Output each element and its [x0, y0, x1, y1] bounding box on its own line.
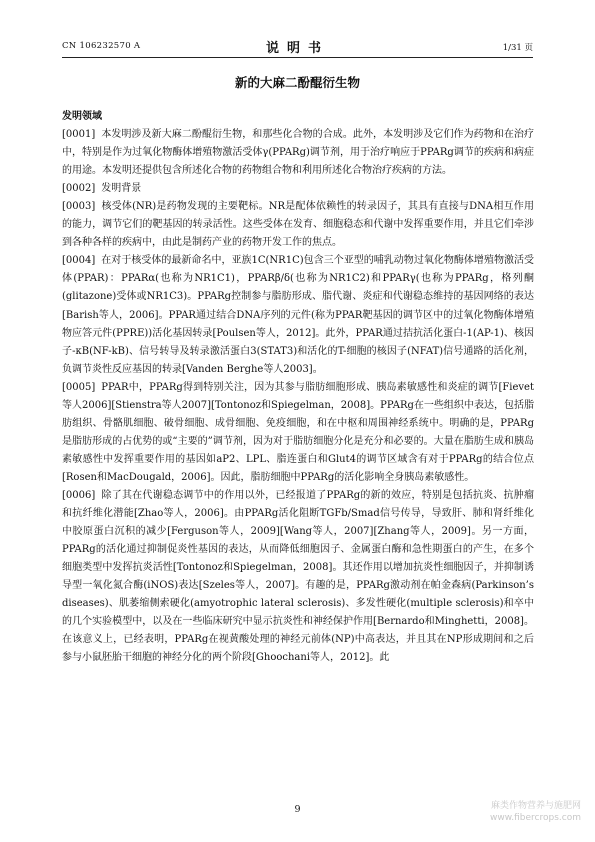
paragraph-number: [0001] — [62, 129, 96, 141]
paragraph-list — [62, 126, 534, 667]
header-title: 说明书 — [265, 41, 329, 56]
paragraph — [62, 487, 534, 667]
paragraph-text: PPAR中，PPARg得到特别关注，因为其参与脂肪细胞形成、胰岛素敏感性和炎症的调节[Fievet等人2006][Stienstra等人2007][Tontonoz和Spiegelman，2008]。PPARg在一些组织中表达，包括脂肪组织、骨骼肌细胞、破骨细胞、成骨细胞、免疫细胞，和在中枢和周围神经系统中。明确的是，PPARg是脂肪形成的占优势的或“主要的”调节剂，因为对于脂肪细胞分化是充分和必要的。大量在脂肪生成和胰岛素敏感性中发挥重要作用的基因如aP2、LPL、脂连蛋白和Glut4的调节区域含有对于PPARg的结合位点[Rosen和MacDougald，2006]。因此，脂肪细胞中PPARg的活化影响全身胰岛素敏感性。 — [62, 381, 534, 483]
paragraph-text: 发明背景 — [101, 183, 142, 195]
document-body — [62, 108, 534, 667]
header-rule — [62, 57, 533, 58]
paragraph-number: [0004] — [62, 255, 96, 267]
page-number: 9 — [294, 804, 301, 815]
paragraph-number: [0005] — [62, 381, 96, 393]
paragraph-text: 在对于核受体的最新命名中，亚族1C(NR1C)包含三个亚型的哺乳动物过氧化物酶体增殖物激活受体(PPAR)：PPARα(也称为NR1C1)，PPARβ/δ(也称为NR1C2)和PPARγ(也称为PPARg，格列酮(glitazone)受体或NR1C3)。PPARg控制参与脂肪形成、脂代谢、炎症和代谢稳态维持的基因网络的表达[Barish等人，2006]。PPAR通过结合DNA序列的元件(称为PPAR靶基因的调节区中的过氧化物酶体增殖物应答元件(PPRE))活化基因转录[Poulsen等人，2012]。此外，PPAR通过拮抗活化蛋白-1(AP-1)、核因子-κB(NF-kB)、信号转导及转录激活蛋白3(STAT3)和活化的T-细胞的核因子(NFAT)信号通路的活化剂，负调节炎性反应基因的转录[Vanden Berghe等人2003]。 — [62, 255, 534, 375]
paragraph-text: 本发明涉及新大麻二酚醌衍生物，和那些化合物的合成。此外，本发明涉及它们作为药物和在治疗中，特别是作为过氧化物酶体增殖物激活受体γ(PPARg)调节剂，用于治疗响应于PPARg调节的疾病和病症的用途。本发明还提供包含所述化合物的药物组合物和利用所述化合物治疗疾病的方法。 — [62, 129, 534, 177]
paragraph-number: [0003] — [62, 201, 96, 213]
doc-number: CN 106232570 A — [62, 41, 141, 51]
paragraph — [62, 379, 534, 487]
watermark — [490, 800, 581, 824]
paragraph — [62, 180, 534, 198]
watermark-line2: www.fibercrops.com — [490, 813, 581, 823]
paragraph-text: 核受体(NR)是药物发现的主要靶标。NR是配体依赖性的转录因子，其具有直接与DNA相互作用的能力，调节它们的靶基因的转录活性。这些受体在发育、细胞稳态和代谢中发挥重要作用，并且它们牵涉到各种各样的疾病中，由此是制药产业的药物开发工作的焦点。 — [62, 201, 534, 249]
paragraph — [62, 126, 534, 180]
section-heading: 发明领域 — [62, 111, 102, 122]
page-header — [62, 37, 533, 55]
paragraph-number: [0006] — [62, 489, 96, 501]
paragraph — [62, 252, 534, 378]
paragraph — [62, 198, 534, 252]
paragraph-text: 除了其在代谢稳态调节中的作用以外，已经报道了PPARg的新的效应，特别是包括抗炎、抗肿瘤和抗纤维化潜能[Zhao等人，2006]。由PPARg活化阻断TGFb/Smad信号传导，导致肝、肺和肾纤维化中胶原蛋白沉积的减少[Ferguson等人，2009][Wang等人，2007][Zhang等人，2009]。另一方面，PPARg的活化通过抑制促炎性基因的表达，从而降低细胞因子、金属蛋白酶和急性期蛋白的产生，在多个细胞类型中发挥抗炎活性[Tontonoz和Spiegelman，2008]。其还作用以增加抗炎性细胞因子，并抑制诱导型一氧化氮合酶(iNOS)表达[Szeles等人，2007]。有趣的是，PPARg激动剂在帕金森病(Parkinson’s diseases)、肌萎缩侧索硬化(amyotrophic lateral sclerosis)、多发性硬化(multiple sclerosis)和卒中的几个实验模型中，以及在一些临床研究中显示抗炎性和神经保护作用[Bernardo和Minghetti，2008]。在该意义上，已经表明，PPARg在视黄酸处理的神经元前体(NP)中高表达，并且其在NP形成期间和之后参与小鼠胚胎干细胞的神经分化的两个阶段[Ghoochani等人，2012]。此 — [62, 489, 534, 664]
document-title: 新的大麻二酚醌衍生物 — [234, 75, 360, 90]
watermark-line1: 麻类作物营养与施肥网 — [490, 801, 581, 811]
page-indicator: 1/31 页 — [502, 43, 533, 53]
paragraph-number: [0002] — [62, 183, 96, 195]
